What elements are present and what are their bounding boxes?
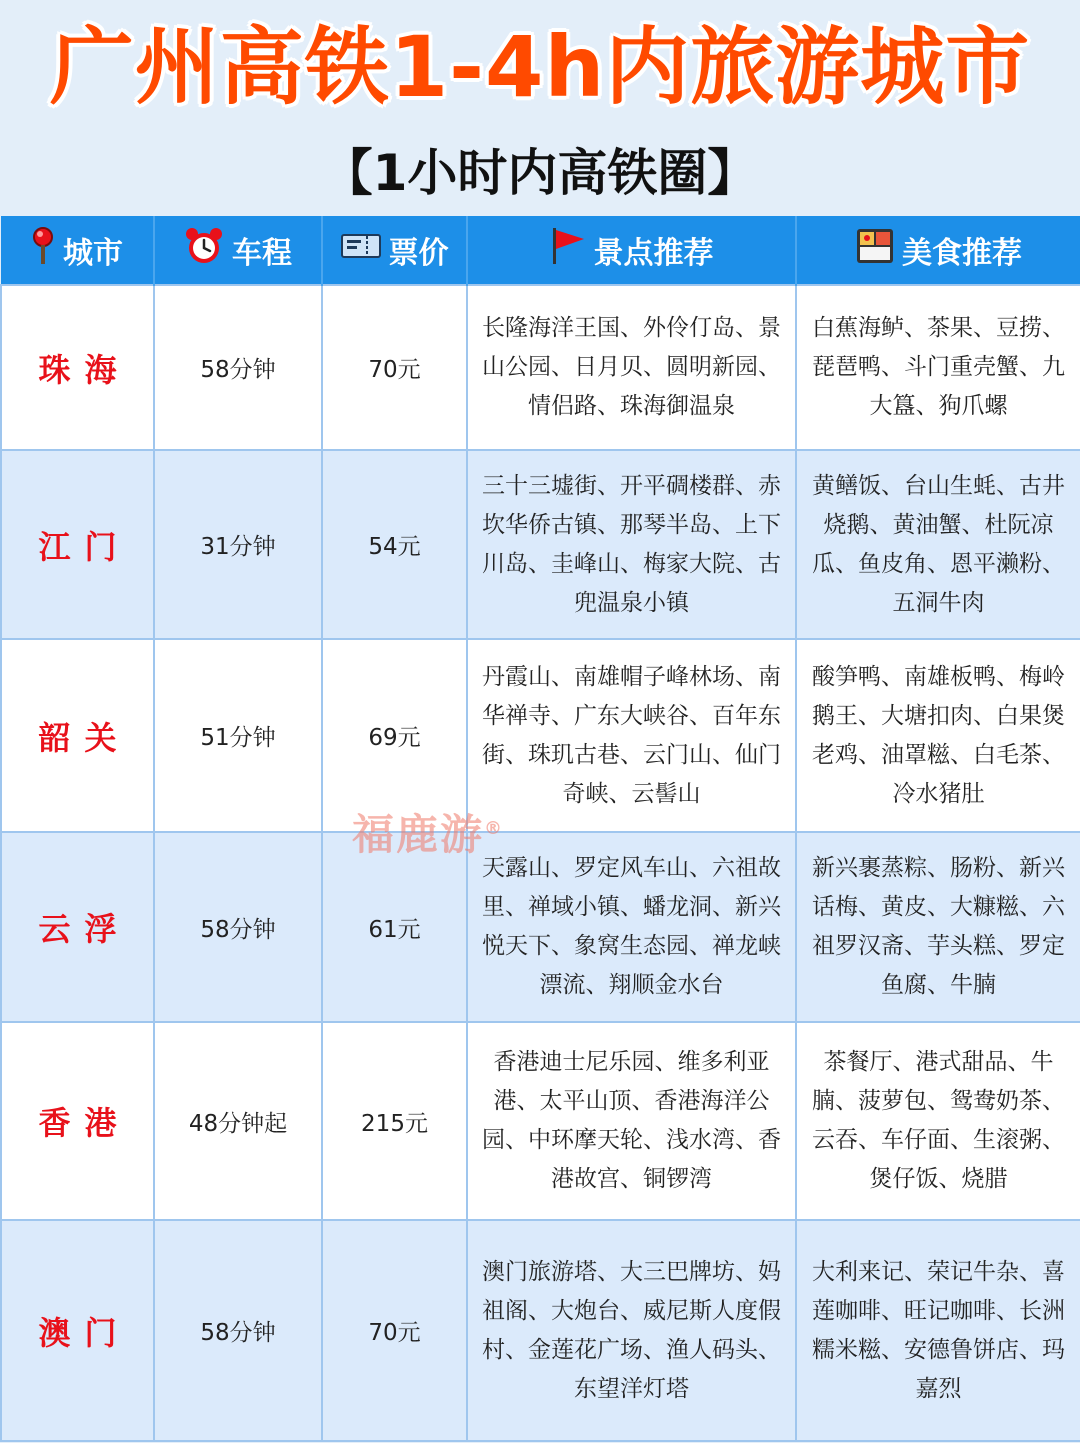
- table-header-row: [1, 216, 1080, 285]
- header-food: [796, 216, 1080, 285]
- travel-time: 58分钟: [154, 1220, 322, 1441]
- attractions: 天露山、罗定风车山、六祖故里、禅域小镇、蟠龙洞、新兴悦天下、象窝生态园、禅龙峡漂流、翔顺金水台: [467, 832, 796, 1022]
- attractions: 香港迪士尼乐园、维多利亚港、太平山顶、香港海洋公园、中环摩天轮、浅水湾、香港故宫、铜锣湾: [467, 1022, 796, 1220]
- city-name: 珠海: [1, 285, 154, 450]
- food-recommendations: 新兴裹蒸粽、肠粉、新兴话梅、黄皮、大糠糍、六祖罗汉斋、芋头糕、罗定鱼腐、牛腩: [796, 832, 1080, 1022]
- attractions: 丹霞山、南雄帽子峰林场、南华禅寺、广东大峡谷、百年东街、珠玑古巷、云门山、仙门奇峡、云髻山: [467, 639, 796, 832]
- page-subtitle: 【1小时内高铁圈】: [322, 144, 758, 202]
- city-name: 云浮: [1, 832, 154, 1022]
- food-recommendations: 酸笋鸭、南雄板鸭、梅岭鹅王、大塘扣肉、白果煲老鸡、油罩糍、白毛茶、冷水猪肚: [796, 639, 1080, 832]
- header-price-label: 票价: [388, 236, 449, 271]
- header-food-label: 美食推荐: [902, 236, 1022, 271]
- header-time: [154, 216, 322, 285]
- city-name: 澳门: [1, 1220, 154, 1441]
- travel-time: 48分钟起: [154, 1022, 322, 1220]
- ticket-price: 215元: [322, 1022, 467, 1220]
- header-price: [322, 216, 467, 285]
- ticket-price: 69元: [322, 639, 467, 832]
- city-table: [0, 216, 1080, 1442]
- ticket-price: 70元: [322, 285, 467, 450]
- page-title: 广州高铁1-4h内旅游城市: [49, 18, 1031, 116]
- alarm-clock-icon: [184, 226, 224, 274]
- travel-time: 58分钟: [154, 285, 322, 450]
- header-spots-label: 景点推荐: [593, 236, 714, 271]
- food-recommendations: 白蕉海鲈、茶果、豆捞、琵琶鸭、斗门重壳蟹、九大簋、狗爪螺: [796, 285, 1080, 450]
- header-city: [1, 216, 154, 285]
- attractions: 澳门旅游塔、大三巴牌坊、妈祖阁、大炮台、威尼斯人度假村、金莲花广场、渔人码头、东望洋灯塔: [467, 1220, 796, 1441]
- registered-mark: ®: [484, 818, 505, 839]
- table-row: [1, 639, 1080, 832]
- food-recommendations: 大利来记、荣记牛杂、喜莲咖啡、旺记咖啡、长洲糯米糍、安德鲁饼店、玛嘉烈: [796, 1220, 1080, 1441]
- food-recommendations: 黄鳝饭、台山生蚝、古井烧鹅、黄油蟹、杜阮凉瓜、鱼皮角、恩平濑粉、五洞牛肉: [796, 450, 1080, 639]
- ticket-price: 61元: [322, 832, 467, 1022]
- flag-icon: [550, 226, 586, 274]
- attractions: 三十三墟街、开平碉楼群、赤坎华侨古镇、那琴半岛、上下川岛、圭峰山、梅家大院、古兜温泉小镇: [467, 450, 796, 639]
- header-spots: [467, 216, 796, 285]
- header-time-label: 车程: [232, 236, 292, 271]
- table-row: [1, 832, 1080, 1022]
- table-row: [1, 285, 1080, 450]
- header-city-label: 城市: [63, 236, 123, 271]
- ticket-icon: [341, 232, 381, 268]
- travel-time: 58分钟: [154, 832, 322, 1022]
- watermark-text: 福鹿游: [352, 810, 485, 859]
- city-name: 江门: [1, 450, 154, 639]
- travel-time: 31分钟: [154, 450, 322, 639]
- city-name: 香港: [1, 1022, 154, 1220]
- brand-watermark: [352, 802, 504, 862]
- table-row: [1, 450, 1080, 639]
- travel-time: 51分钟: [154, 639, 322, 832]
- city-name: 韶关: [1, 639, 154, 832]
- food-icon: [856, 228, 894, 272]
- table-row: [1, 1220, 1080, 1441]
- ticket-price: 54元: [322, 450, 467, 639]
- food-recommendations: 茶餐厅、港式甜品、牛腩、菠萝包、鸳鸯奶茶、云吞、车仔面、生滚粥、煲仔饭、烧腊: [796, 1022, 1080, 1220]
- pin-icon: [31, 226, 55, 274]
- ticket-price: 70元: [322, 1220, 467, 1441]
- table-row: [1, 1022, 1080, 1220]
- attractions: 长隆海洋王国、外伶仃岛、景山公园、日月贝、圆明新园、情侣路、珠海御温泉: [467, 285, 796, 450]
